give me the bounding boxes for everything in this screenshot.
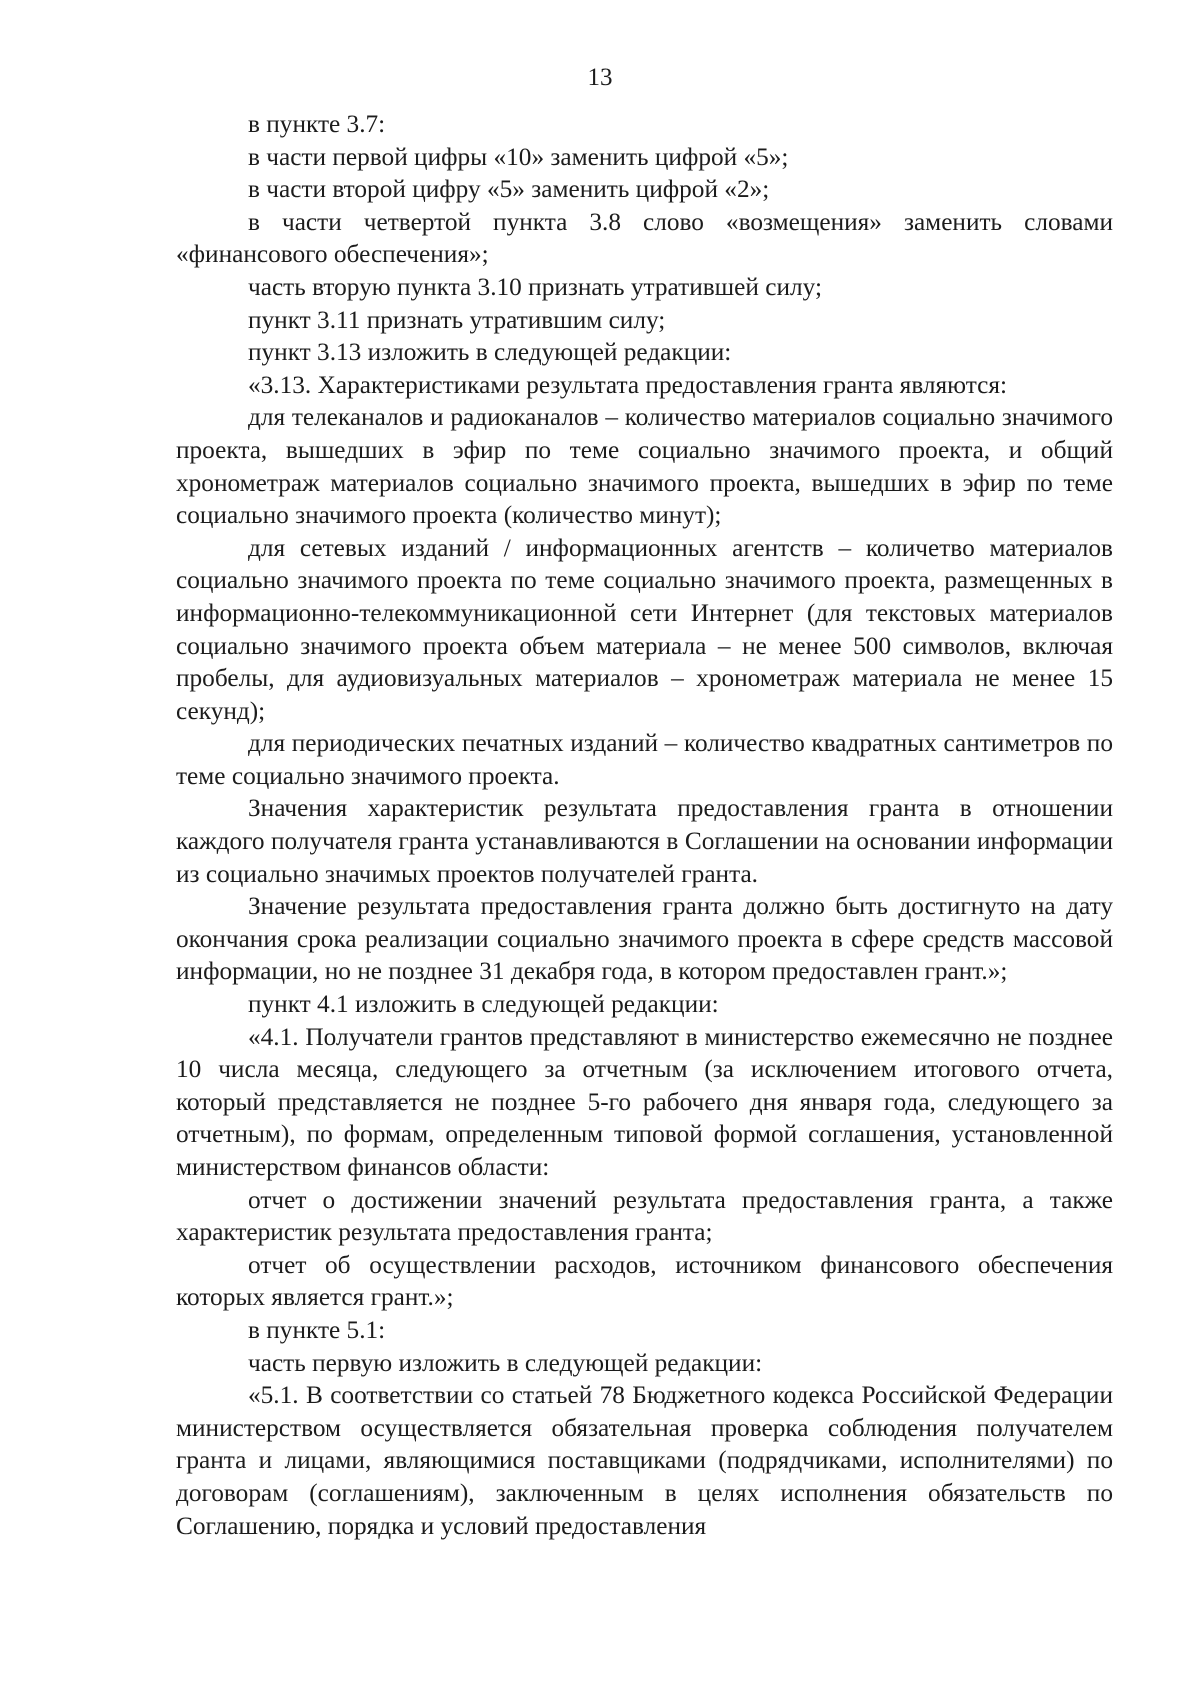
paragraph-item-3-10-repeal: часть вторую пункта 3.10 признать утратившей силу; [248,272,822,301]
paragraph-part-one-intro: часть первую изложить в следующей редакции: [248,1348,763,1377]
paragraph-report-expenses: отчет об осуществлении расходов, источником финансового обеспечения которых является грант.»; [176,1250,1113,1312]
paragraph-item-3-8-change: в части четвертой пункта 3.8 слово «возмещения» заменить словами «финансового обеспечения»; [176,207,1113,269]
paragraph-item-5-1: в пункте 5.1: [248,1315,386,1344]
paragraph-report-results: отчет о достижении значений результата предоставления гранта, а также характеристик результата предоставления гранта; [176,1185,1113,1247]
paragraph-item-4-1-intro: пункт 4.1 изложить в следующей редакции: [248,990,719,1019]
paragraph-tv-radio: для телеканалов и радиоканалов – количество материалов социально значимого проекта, вышедших в эфир по теме социально значимого проекта, и общий хронометраж материалов социально значимого проекта, вышедших в эфир по теме социально значимого проекта (количество минут); [176,403,1113,530]
paragraph-result-deadline: Значение результата предоставления гранта должно быть достигнуто на дату окончания срока реализации социально значимого проекта в сфере средств массовой информации, но не позднее 31 декабря года, в котором предоставлен грант.»; [176,892,1113,986]
document-body [176,108,1113,1542]
paragraph-characteristics-values: Значения характеристик результата предоставления гранта в отношении каждого получателя гранта устанавливаются в Соглашении на основании информации из социально значимых проектов получателей гранта. [176,794,1113,888]
paragraph-part-two-change: в части второй цифру «5» заменить цифрой «2»; [248,175,770,204]
paragraph-item-5-1-text: «5.1. В соответствии со статьей 78 Бюджетного кодекса Российской Федерации министерством осуществляется обязательная проверка соблюдения получателем гранта и лицами, являющимися поставщиками (подрядчиками, исполнителями) по договорам (соглашениям), заключенным в целях исполнения обязательств по Соглашению, порядка и условий предоставления [176,1381,1113,1540]
paragraph-item-3-7: в пункте 3.7: [248,110,386,138]
paragraph-print-media: для периодических печатных изданий – количество квадратных сантиметров по теме социально значимого проекта. [176,729,1113,790]
paragraph-online-media: для сетевых изданий / информационных агентств – количетво материалов социально значимого проекта по теме социально значимого проекта, размещенных в информационно-телекоммуникационной сети Интернет (для текстовых материалов социально значимого проекта объем материала – не менее 500 символов, включая пробелы, для аудиовизуальных материалов – хронометраж материала не менее 15 секунд); [176,533,1113,725]
paragraph-item-4-1-text: «4.1. Получатели грантов представляют в министерство ежемесячно не позднее 10 числа месяца, следующего за отчетным (за исключением итогового отчета, который представляется не позднее 5-го рабочего дня января года, следующего за отчетным), по формам, определенным типовой формой соглашения, установленной министерством финансов области: [176,1022,1113,1181]
page-number: 13 [587,64,613,91]
paragraph-item-3-13-text: «3.13. Характеристиками результата предоставления гранта являются: [248,370,1008,399]
paragraph-item-3-13-intro: пункт 3.13 изложить в следующей редакции: [248,338,732,367]
paragraph-part-one-change: в части первой цифры «10» заменить цифрой «5»; [248,142,789,171]
paragraph-item-3-11-repeal: пункт 3.11 признать утратившим силу; [248,305,666,334]
